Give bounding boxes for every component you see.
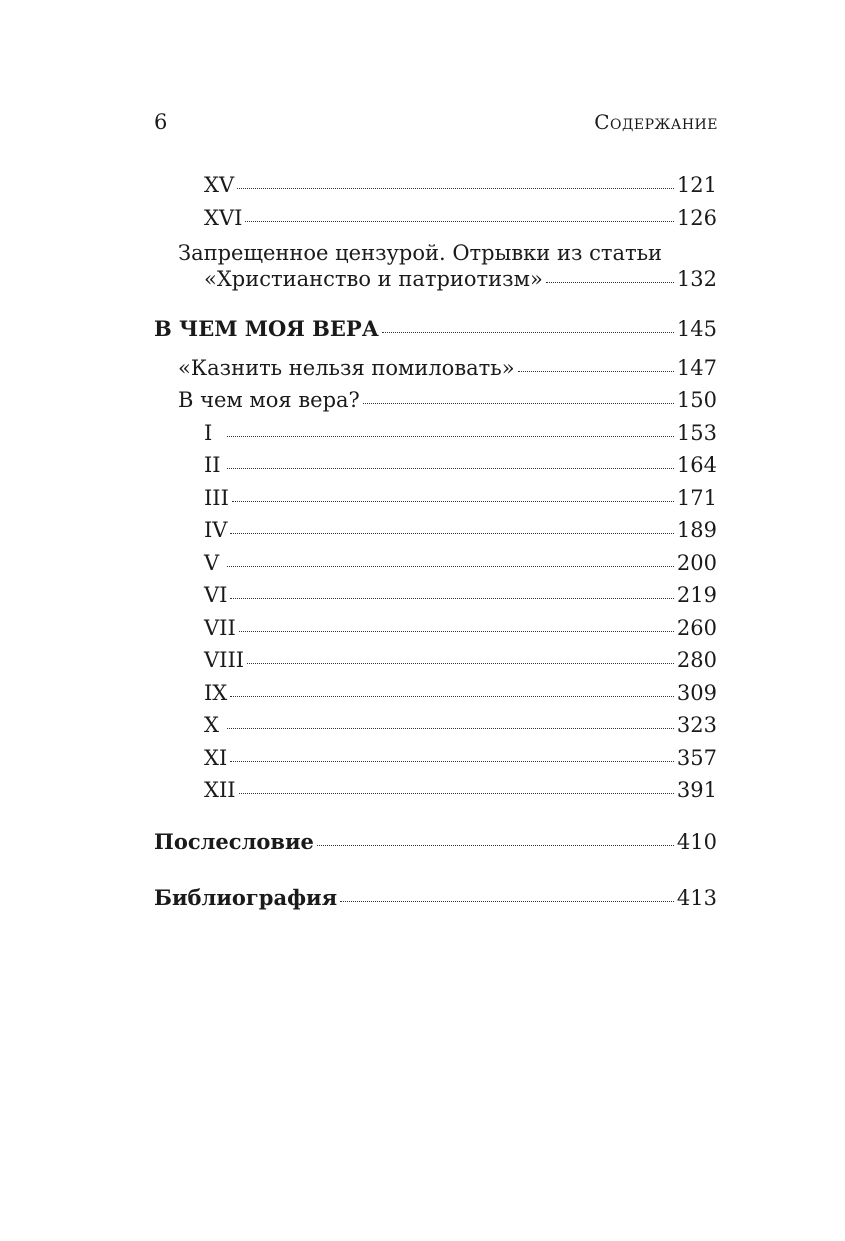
toc-chapter[interactable] <box>204 420 717 446</box>
leader-dots <box>237 187 674 189</box>
toc-chapter[interactable] <box>204 712 717 738</box>
toc-entry-title: XII <box>204 778 236 802</box>
toc-entry-title: IV <box>204 518 228 542</box>
toc-entry-title: «Христианство и патриотизм» <box>204 267 543 291</box>
toc-chapter[interactable] <box>204 550 717 576</box>
toc-entry-page: 309 <box>676 681 717 705</box>
toc-entry-page: 126 <box>676 206 717 230</box>
toc-entry-title: X <box>204 713 219 737</box>
toc-entry-page: 147 <box>676 356 717 380</box>
toc-section-afterword[interactable] <box>154 829 717 855</box>
toc-entry-xv[interactable] <box>204 172 717 198</box>
toc-chapter[interactable] <box>204 452 717 478</box>
leader-dots <box>230 532 673 534</box>
toc-entry-censored-line1: Запрещенное цензурой. Отрывки из статьи <box>178 241 663 265</box>
running-head: Содержание <box>594 110 718 134</box>
leader-dots <box>317 844 674 846</box>
toc-chapter[interactable] <box>204 485 717 511</box>
toc-entry-page: 410 <box>676 830 717 854</box>
toc-entry-title: VI <box>204 583 228 607</box>
leader-dots <box>247 662 674 664</box>
leader-dots <box>546 281 674 283</box>
leader-dots <box>230 760 674 762</box>
page-number: 6 <box>154 110 168 134</box>
leader-dots <box>363 402 674 404</box>
toc-entry-title: III <box>204 486 229 510</box>
toc-entry-page: 280 <box>676 648 717 672</box>
toc-entry-page: 153 <box>676 421 717 445</box>
leader-dots <box>230 597 673 599</box>
toc-entry-page: 164 <box>676 453 717 477</box>
toc-entry-title: В чем моя вера? <box>178 388 360 412</box>
toc-entry-censored[interactable] <box>204 266 717 292</box>
toc-entry-title: II <box>204 453 221 477</box>
toc-chapter[interactable] <box>204 680 717 706</box>
leader-dots <box>227 467 674 469</box>
toc-chapter[interactable] <box>204 615 717 641</box>
toc-chapter[interactable] <box>204 517 717 543</box>
leader-dots <box>239 630 674 632</box>
toc-entry-page: 121 <box>676 173 717 197</box>
toc-entry-title: VIII <box>204 648 245 672</box>
toc-entry-page: 145 <box>676 317 717 341</box>
leader-dots <box>239 792 674 794</box>
toc-entry-title: I <box>204 421 213 445</box>
leader-dots <box>227 565 674 567</box>
toc-entry-title: XVI <box>204 206 243 230</box>
leader-dots <box>232 500 674 502</box>
toc-entry-page: 357 <box>676 746 717 770</box>
toc-entry-title: XI <box>204 746 228 770</box>
toc-entry-page: 132 <box>676 267 717 291</box>
toc-entry-faith-question[interactable] <box>178 387 717 413</box>
toc-entry-page: 391 <box>676 778 717 802</box>
toc-entry-execute[interactable] <box>178 355 717 381</box>
leader-dots <box>340 900 674 902</box>
toc-entry-page: 413 <box>676 886 717 910</box>
toc-section-title: В ЧЕМ МОЯ ВЕРА <box>154 316 379 341</box>
toc-chapter[interactable] <box>204 582 717 608</box>
toc-entry-page: 219 <box>676 583 717 607</box>
toc-entry-page: 171 <box>676 486 717 510</box>
toc-entry-title: VII <box>204 616 236 640</box>
toc-entry-page: 189 <box>676 518 717 542</box>
leader-dots <box>230 695 674 697</box>
toc-entry-page: 260 <box>676 616 717 640</box>
leader-dots <box>382 331 674 333</box>
toc-chapter[interactable] <box>204 647 717 673</box>
toc-entry-title: IX <box>204 681 228 705</box>
toc-chapter[interactable] <box>204 777 717 803</box>
toc-entry-page: 150 <box>676 388 717 412</box>
toc-entry-page: 200 <box>676 551 717 575</box>
leader-dots <box>518 370 674 372</box>
leader-dots <box>227 727 674 729</box>
toc-entry-title: V <box>204 551 220 575</box>
toc-entry-title: XV <box>204 173 235 197</box>
toc-entry-title: «Казнить нельзя помиловать» <box>178 356 515 380</box>
toc-chapter[interactable] <box>204 745 717 771</box>
leader-dots <box>227 435 674 437</box>
leader-dots <box>245 220 673 222</box>
toc-entry-page: 323 <box>676 713 717 737</box>
toc-section-title: Библиография <box>154 885 338 910</box>
toc-entry-xvi[interactable] <box>204 205 717 231</box>
toc-section-title: Послесловие <box>154 829 314 854</box>
toc-section-faith[interactable] <box>154 316 717 342</box>
toc-section-bibliography[interactable] <box>154 885 717 911</box>
